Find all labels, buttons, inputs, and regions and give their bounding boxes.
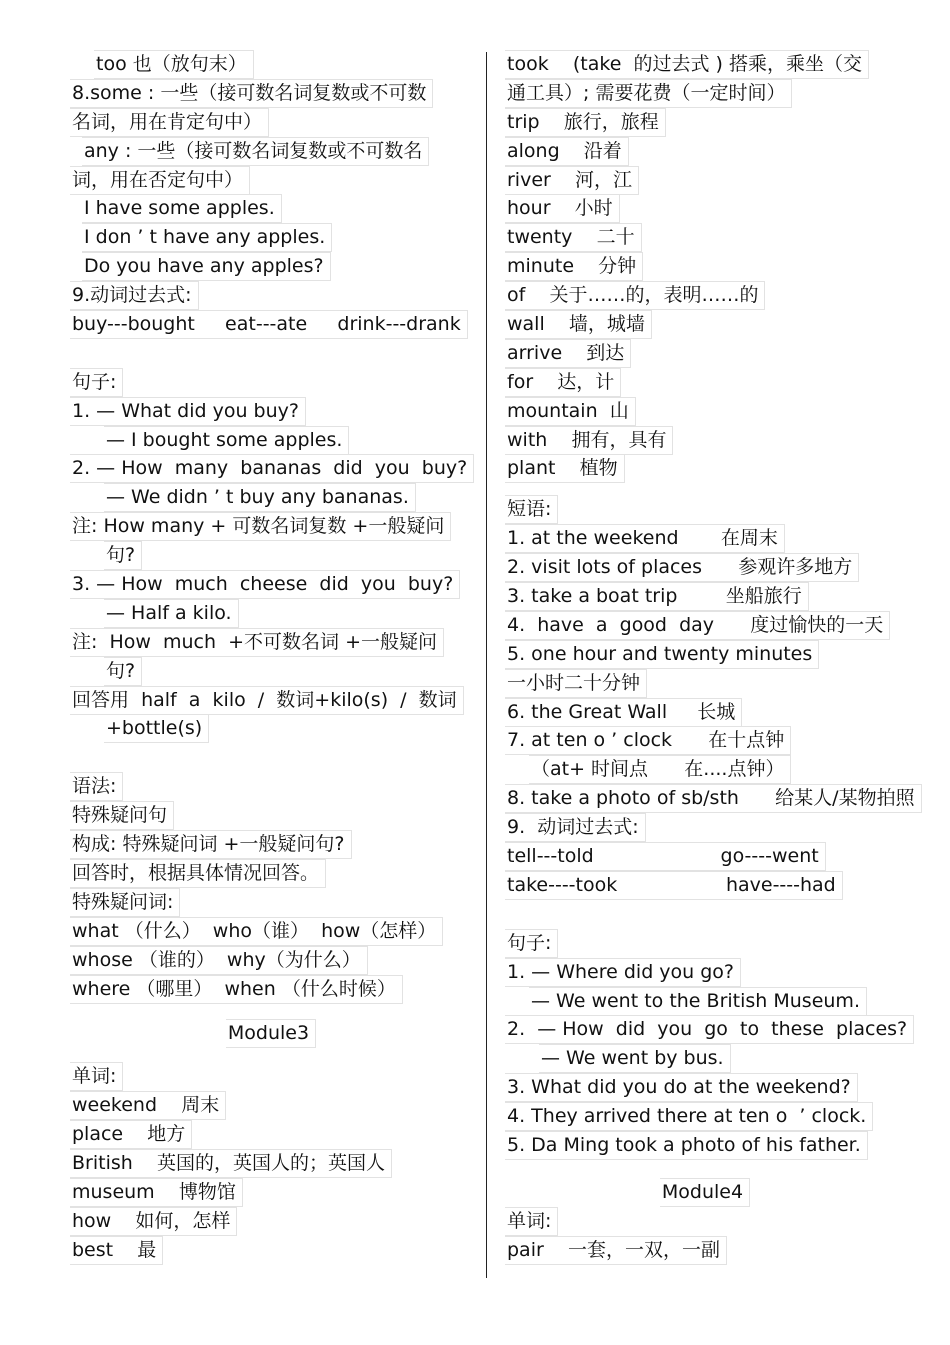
right-column — [505, 50, 915, 1265]
section-heading: 短语: — [505, 495, 905, 524]
text-line: I don ’ t have any apples. — [70, 223, 472, 252]
text-line: 9. 动词过去式: — [505, 813, 905, 842]
text-line: British 英国的，英国人的；英国人 — [70, 1149, 472, 1178]
text-line: of 关于……的，表明……的 — [505, 281, 905, 310]
text-line: 3. — How much cheese did you buy? — [70, 570, 472, 599]
text-line: 2. — How did you go to these places? — [505, 1015, 905, 1044]
text-line: I have some apples. — [70, 194, 472, 223]
text-line: — We didn ’ t buy any bananas. — [70, 483, 472, 512]
text-line: along 沿着 — [505, 137, 905, 166]
text-line: tell---told go----went — [505, 842, 905, 871]
module-heading: Module3 — [70, 1019, 472, 1048]
text-line: 注: How many + 可数名词复数 +一般疑问 — [70, 512, 472, 541]
text-line: 特殊疑问词: — [70, 888, 472, 917]
text-line: 5. one hour and twenty minutes — [505, 640, 905, 669]
section-heading: 单词: — [70, 1062, 472, 1091]
text-line: take----took have----had — [505, 871, 905, 900]
left-column — [70, 50, 472, 1265]
text-line: minute 分钟 — [505, 252, 905, 281]
text-line: — We went by bus. — [505, 1044, 905, 1073]
blank-line — [505, 900, 905, 929]
text-line: 1. — What did you buy? — [70, 397, 472, 426]
section-heading: 句子: — [505, 929, 905, 958]
text-line: Do you have any apples? — [70, 252, 472, 281]
text-line: 特殊疑问句 — [70, 801, 472, 830]
text-line: 词，用在否定句中） — [70, 166, 472, 195]
text-line: — Half a kilo. — [70, 599, 472, 628]
text-line: took (take 的过去式 ) 搭乘，乘坐（交 — [505, 50, 905, 79]
text-line: 2. — How many bananas did you buy? — [70, 454, 472, 483]
text-line: 构成: 特殊疑问词 +一般疑问句? — [70, 830, 472, 859]
module-heading: Module4 — [505, 1178, 905, 1207]
blank-line — [70, 743, 472, 772]
text-line: 回答用 half a kilo / 数词+kilo(s) / 数词 — [70, 686, 472, 715]
text-line: 通工具）; 需要花费（一定时间） — [505, 79, 905, 108]
text-line: whose （谁的） why（为什么） — [70, 946, 472, 975]
text-line: plant 植物 — [505, 454, 905, 483]
text-line: wall 墙，城墙 — [505, 310, 905, 339]
section-heading: 单词: — [505, 1207, 905, 1236]
text-line: +bottle(s) — [70, 714, 472, 743]
text-line: 3. What did you do at the weekend? — [505, 1073, 905, 1102]
text-line: 8. take a photo of sb/sth 给某人/某物拍照 — [505, 784, 905, 813]
text-line: with 拥有，具有 — [505, 426, 905, 455]
blank-line — [70, 339, 472, 368]
text-line: mountain 山 — [505, 397, 905, 426]
text-line: 1. — Where did you go? — [505, 958, 905, 987]
text-line: buy---bought eat---ate drink---drank — [70, 310, 472, 339]
text-line: trip 旅行，旅程 — [505, 108, 905, 137]
text-line: 1. at the weekend 在周末 — [505, 524, 905, 553]
text-line: for 达，计 — [505, 368, 905, 397]
text-line: pair 一套，一双，一副 — [505, 1236, 905, 1265]
text-line: — I bought some apples. — [70, 426, 472, 455]
text-line: what （什么） who（谁） how（怎样） — [70, 917, 472, 946]
text-line: 8.some : 一些（接可数名词复数或不可数 — [70, 79, 472, 108]
text-line: 一小时二十分钟 — [505, 669, 905, 698]
text-line: 9.动词过去式: — [70, 281, 472, 310]
text-line: 句? — [70, 657, 472, 686]
text-line: best 最 — [70, 1236, 472, 1265]
text-line: 4. They arrived there at ten o ’ clock. — [505, 1102, 905, 1131]
text-line: （at+ 时间点 在....点钟） — [505, 755, 905, 784]
text-line: 4. have a good day 度过愉快的一天 — [505, 611, 905, 640]
text-line: 回答时，根据具体情况回答。 — [70, 859, 472, 888]
text-line: 5. Da Ming took a photo of his father. — [505, 1131, 905, 1160]
text-line: 6. the Great Wall 长城 — [505, 698, 905, 727]
text-line: where （哪里） when （什么时候） — [70, 975, 472, 1004]
section-heading: 语法: — [70, 772, 472, 801]
text-line: 2. visit lots of places 参观许多地方 — [505, 553, 905, 582]
text-line: — We went to the British Museum. — [505, 987, 905, 1016]
text-line: museum 博物馆 — [70, 1178, 472, 1207]
text-line: 注: How much +不可数名词 +一般疑问 — [70, 628, 472, 657]
text-line: too 也（放句末） — [70, 50, 472, 79]
text-line: arrive 到达 — [505, 339, 905, 368]
text-line: weekend 周末 — [70, 1091, 472, 1120]
column-divider — [486, 52, 487, 1278]
text-line: 名词，用在肯定句中） — [70, 108, 472, 137]
text-line: river 河，江 — [505, 166, 905, 195]
text-line: any : 一些（接可数名词复数或不可数名 — [70, 137, 472, 166]
text-line: twenty 二十 — [505, 223, 905, 252]
text-line: 3. take a boat trip 坐船旅行 — [505, 582, 905, 611]
text-line: 7. at ten o ’ clock 在十点钟 — [505, 726, 905, 755]
text-line: place 地方 — [70, 1120, 472, 1149]
text-line: how 如何，怎样 — [70, 1207, 472, 1236]
text-line: 句? — [70, 541, 472, 570]
section-heading: 句子: — [70, 368, 472, 397]
text-line: hour 小时 — [505, 194, 905, 223]
